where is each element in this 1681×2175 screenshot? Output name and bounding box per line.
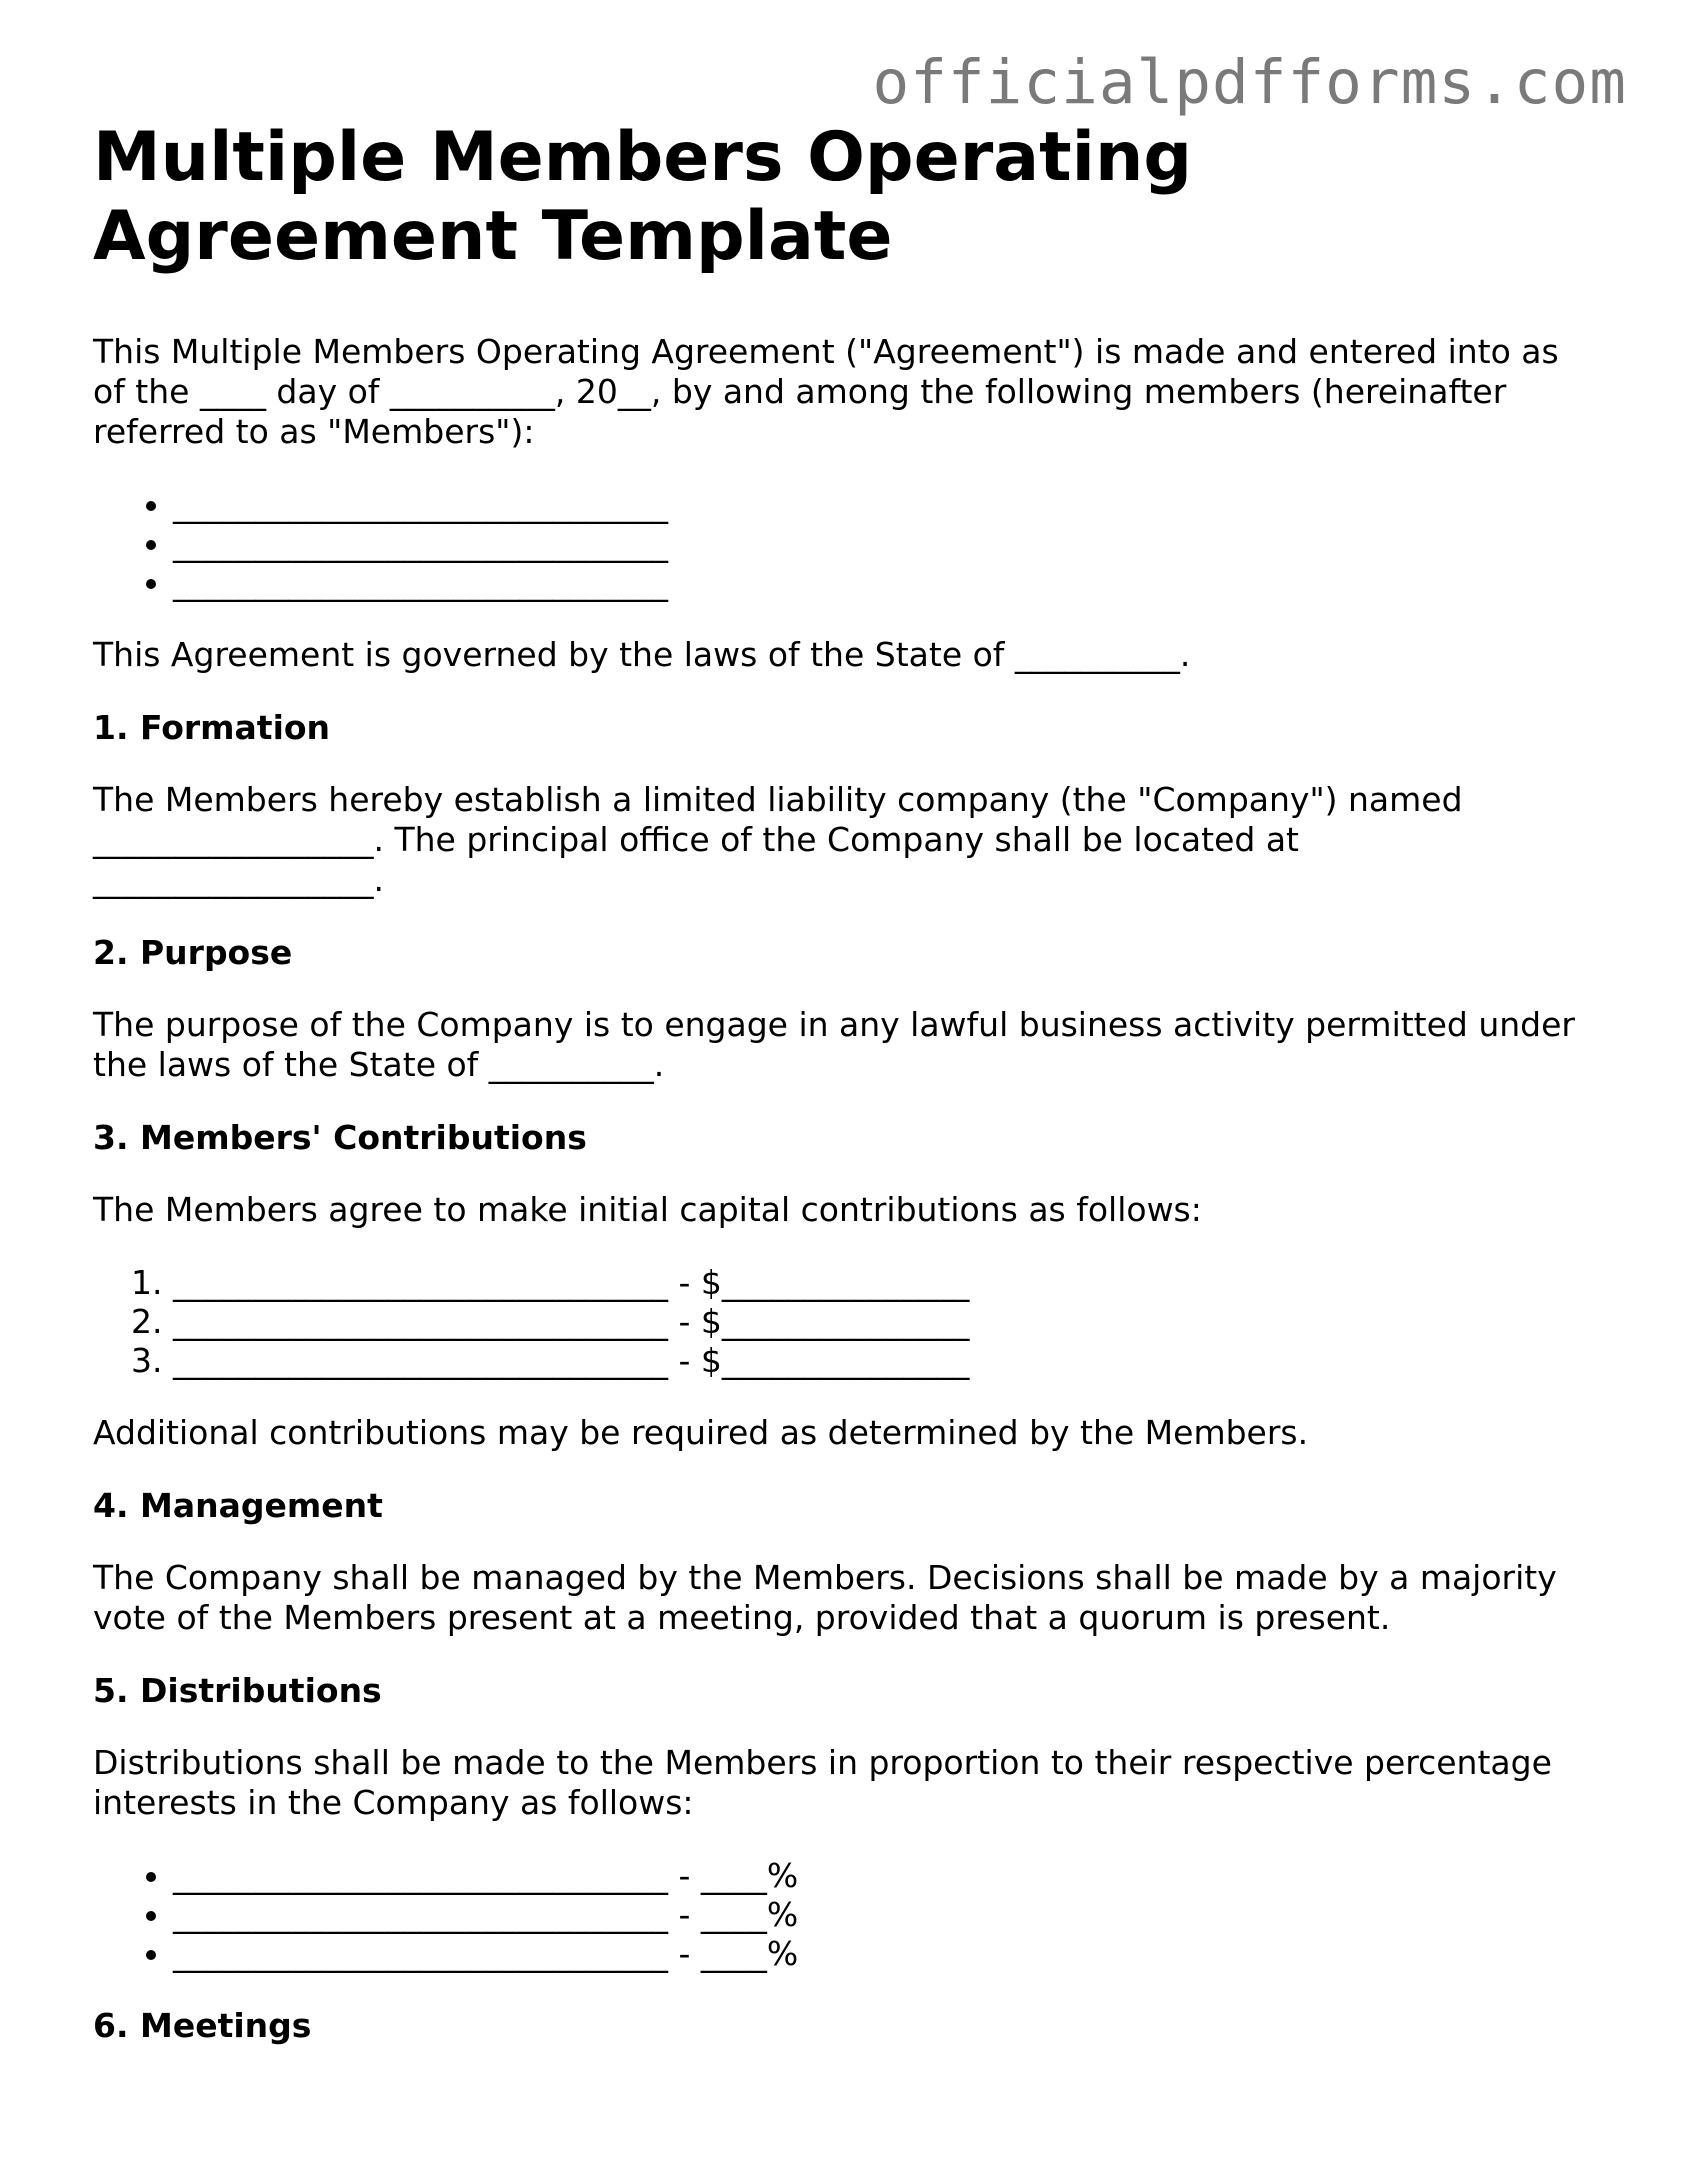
contributions-paragraph: The Members agree to make initial capital contributions as follows: xyxy=(93,1190,1202,1229)
purpose-paragraph: The purpose of the Company is to engage in any lawful business activity permitted under the laws of the State of __________. xyxy=(93,1005,1576,1084)
member-blank: • ______________________________ xyxy=(173,485,1593,524)
distributions-list xyxy=(93,1856,1593,1973)
document-page xyxy=(93,118,1593,2078)
section-heading-contributions: 3. Members' Contributions xyxy=(93,1118,587,1157)
formation-paragraph: The Members hereby establish a limited liability company (the "Company") named _________________. The principal office of the Company shall be located at _________________. xyxy=(93,780,1463,899)
governing-law-paragraph: This Agreement is governed by the laws of the State of __________. xyxy=(93,635,1191,674)
contributions-list xyxy=(93,1263,1593,1380)
distribution-item: • ______________________________ - ____% xyxy=(173,1856,1593,1895)
additional-contributions-paragraph: Additional contributions may be required as determined by the Members. xyxy=(93,1413,1309,1452)
contribution-item: 1. ______________________________ - $_______________ xyxy=(173,1263,1593,1302)
distribution-item: • ______________________________ - ____% xyxy=(173,1934,1593,1973)
contribution-item: 2. ______________________________ - $_______________ xyxy=(173,1302,1593,1341)
section-heading-meetings: 6. Meetings xyxy=(93,2006,312,2045)
member-blank: • ______________________________ xyxy=(173,524,1593,563)
intro-paragraph: This Multiple Members Operating Agreement ("Agreement") is made and entered into as of the ____ day of __________, 20__, by and among the following members (hereinafter referred to as "Members"): xyxy=(93,332,1559,451)
members-list xyxy=(93,485,1593,602)
section-heading-purpose: 2. Purpose xyxy=(93,933,293,972)
watermark: officialpdfforms.com xyxy=(872,47,1627,118)
management-paragraph: The Company shall be managed by the Members. Decisions shall be made by a majority vote of the Members present at a meeting, provided that a quorum is present. xyxy=(93,1558,1557,1637)
member-blank: • ______________________________ xyxy=(173,563,1593,602)
section-heading-formation: 1. Formation xyxy=(93,708,331,747)
document-title: Multiple Members Operating Agreement Template xyxy=(93,118,1193,276)
section-heading-management: 4. Management xyxy=(93,1486,383,1525)
contribution-item: 3. ______________________________ - $_______________ xyxy=(173,1341,1593,1380)
section-heading-distributions: 5. Distributions xyxy=(93,1671,382,1710)
distribution-item: • ______________________________ - ____% xyxy=(173,1895,1593,1934)
distributions-paragraph: Distributions shall be made to the Members in proportion to their respective percentage interests in the Company as follows: xyxy=(93,1743,1552,1822)
